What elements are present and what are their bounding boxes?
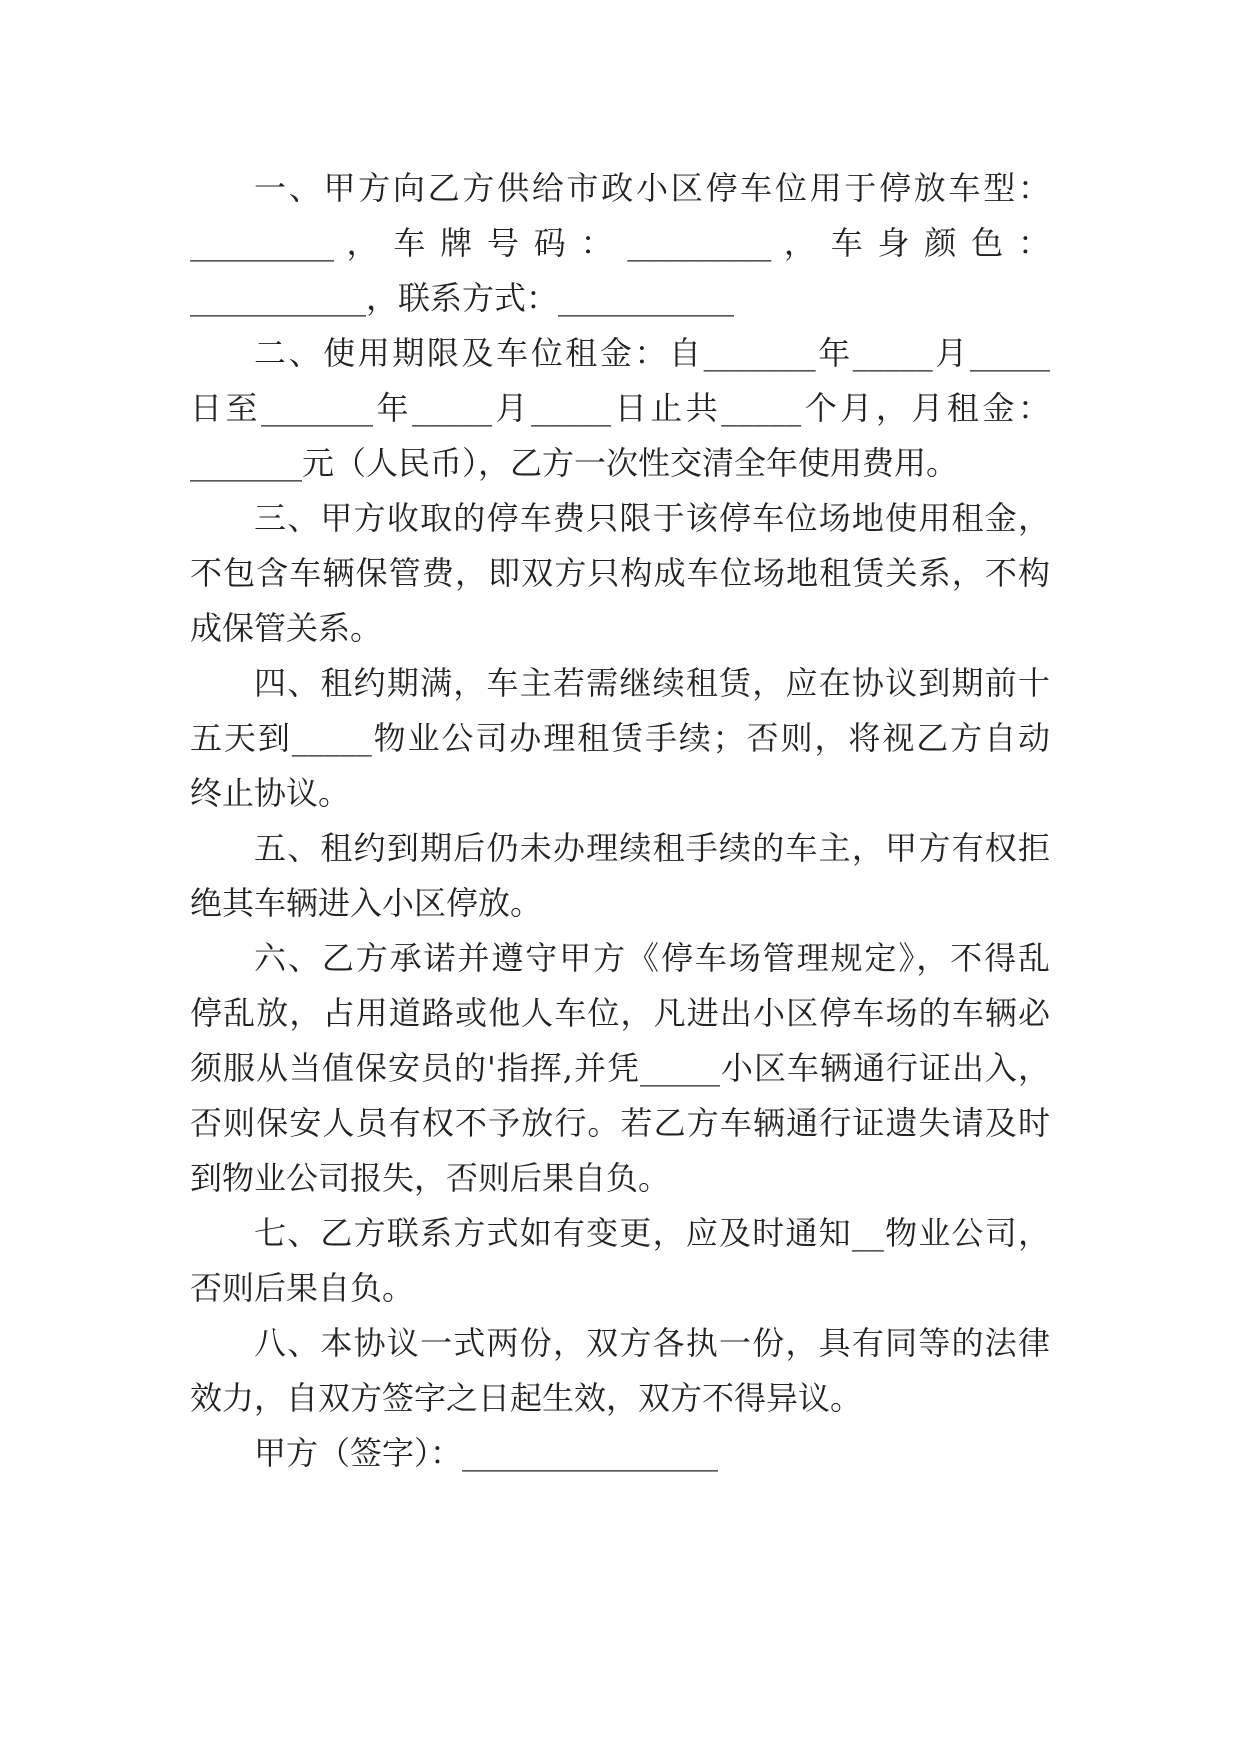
clause-6-line-3: 须服从当值保安员的'指挥,并凭_____小区车辆通行证出入， [190, 1049, 1050, 1087]
clause-4-line-1: 四、租约期满，车主若需继续租赁，应在协议到期前十 [254, 664, 1050, 702]
clause-1-line-2: _________ ， 车 牌 号 码 ： _________ ， 车 身 颜 色 ： [190, 224, 1050, 262]
clause-5-line-1: 五、租约到期后仍未办理续租手续的车主，甲方有权拒 [254, 829, 1050, 867]
clause-2-line-2: 日至_______年_____月_____日止共_____个月，月租金： [190, 389, 1050, 427]
clause-2-line-3: _______元（人民币），乙方一次性交清全年使用费用。 [190, 444, 959, 482]
clause-5-line-2: 绝其车辆进入小区停放。 [190, 884, 543, 922]
clause-6-line-5: 到物业公司报失，否则后果自负。 [190, 1159, 671, 1197]
clause-6-line-2: 停乱放，占用道路或他人车位，凡进出小区停车场的车辆必 [190, 994, 1050, 1032]
clause-1-line-3: ___________，联系方式：___________ [190, 279, 735, 317]
party-a-signature-line: 甲方（签字）：________________ [254, 1434, 719, 1472]
clause-8-line-1: 八、本协议一式两份，双方各执一份，具有同等的法律 [254, 1324, 1050, 1362]
clause-4-line-2: 五天到_____物业公司办理租赁手续；否则，将视乙方自动 [190, 719, 1050, 757]
clause-2-line-1: 二、使用期限及车位租金：自_______年_____月_____ [254, 334, 1050, 372]
clause-6-line-1: 六、乙方承诺并遵守甲方《停车场管理规定》，不得乱 [254, 939, 1050, 977]
clause-7-line-2: 否则后果自负。 [190, 1269, 415, 1307]
clause-3-line-3: 成保管关系。 [190, 609, 383, 647]
clause-3-line-2: 不包含车辆保管费，即双方只构成车位场地租赁关系，不构 [190, 554, 1050, 592]
clause-6-line-4: 否则保安人员有权不予放行。若乙方车辆通行证遗失请及时 [190, 1104, 1050, 1142]
clause-7-line-1: 七、乙方联系方式如有变更，应及时通知__物业公司， [254, 1214, 1050, 1252]
clause-8-line-2: 效力，自双方签字之日起生效，双方不得异议。 [190, 1379, 863, 1417]
clause-4-line-3: 终止协议。 [190, 774, 351, 812]
clause-3-line-1: 三、甲方收取的停车费只限于该停车位场地使用租金， [254, 499, 1050, 537]
clause-1-line-1: 一、甲方向乙方供给市政小区停车位用于停放车型： [254, 169, 1050, 207]
